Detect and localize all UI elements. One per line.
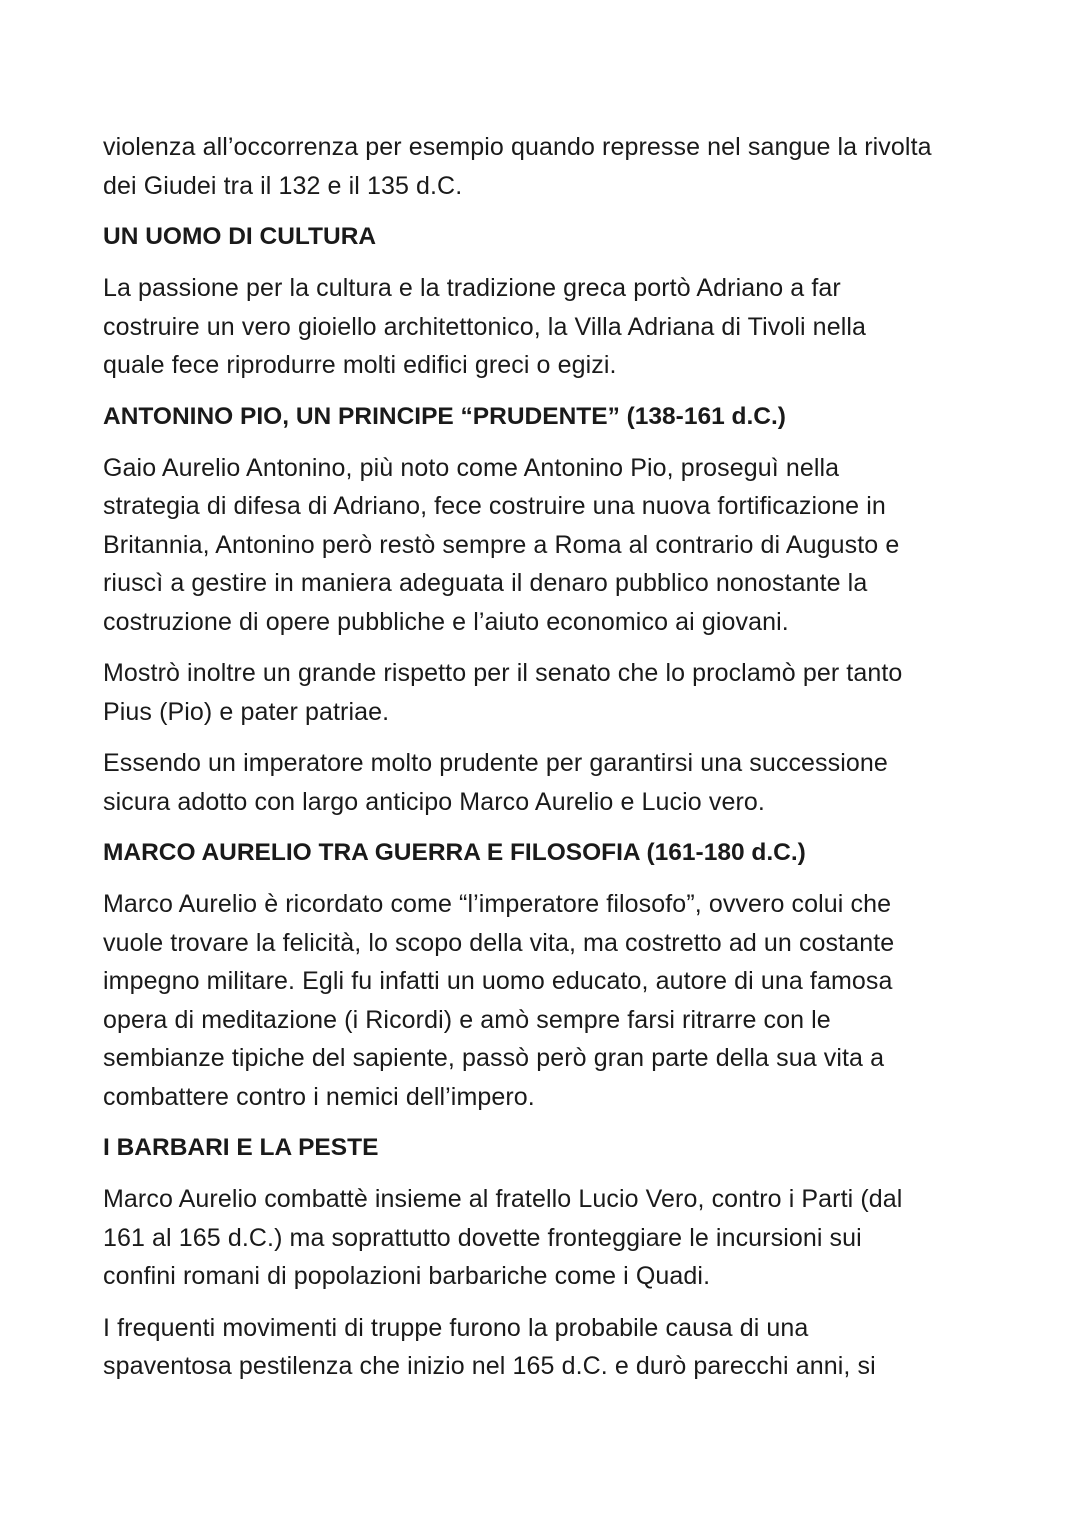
text-line: I frequenti movimenti di truppe furono la probabile causa di una [103,1313,809,1342]
text-line: Gaio Aurelio Antonino, più noto come Antonino Pio, proseguì nella [103,453,840,482]
text-line: confini romani di popolazioni barbariche come i Quadi. [103,1262,711,1290]
paragraph [103,1309,983,1386]
text-line: 161 al 165 d.C.) ma soprattutto dovette fronteggiare le incursioni sui [103,1223,862,1252]
text-line: costruzione di opere pubbliche e l’aiuto economico ai giovani. [103,607,789,636]
text-line: Pius (Pio) e pater patriae. [103,697,390,726]
section-heading: I BARBARI E LA PESTE [103,1134,379,1161]
paragraph [103,449,983,642]
text-line: riuscì a gestire in maniera adeguata il denaro pubblico nonostante la [103,569,868,597]
text-line: impegno militare. Egli fu infatti un uomo educato, autore di una famosa [103,967,893,995]
text-line: dei Giudei tra il 132 e il 135 d.C. [103,171,463,200]
text-line: quale fece riprodurre molti edifici greci o egizi. [103,351,617,379]
text-line: sembianze tipiche del sapiente, passò però gran parte della sua vita a [103,1044,885,1072]
text-line: La passione per la cultura e la tradizione greca portò Adriano a far [103,274,841,302]
document-page [103,128,983,1399]
text-line: vuole trovare la felicità, lo scopo della vita, ma costretto ad un costante [103,928,895,957]
section-heading: ANTONINO PIO, UN PRINCIPE “PRUDENTE” (138-161 d.C.) [103,402,786,430]
text-line: Marco Aurelio combattè insieme al fratello Lucio Vero, contro i Parti (dal [103,1185,903,1213]
section-heading: MARCO AURELIO TRA GUERRA E FILOSOFIA (161-180 d.C.) [103,839,806,866]
paragraph [103,1180,983,1296]
text-line: strategia di difesa di Adriano, fece costruire una nuova fortificazione in [103,492,886,520]
text-line: violenza all’occorrenza per esempio quando represse nel sangue la rivolta [103,133,932,161]
paragraph [103,654,983,731]
text-line: Essendo un imperatore molto prudente per garantirsi una successione [103,749,888,777]
text-line: combattere contro i nemici dell’impero. [103,1082,535,1111]
text-line: costruire un vero gioiello architettonico, la Villa Adriana di Tivoli nella [103,312,867,341]
paragraph [103,744,983,821]
section-heading: UN UOMO DI CULTURA [103,223,377,250]
paragraph [103,269,983,385]
paragraph [103,885,983,1116]
text-line: Mostrò inoltre un grande rispetto per il senato che lo proclamò per tanto [103,659,903,687]
text-line: Britannia, Antonino però restò sempre a Roma al contrario di Augusto e [103,530,900,559]
text-line: sicura adotto con largo anticipo Marco Aurelio e Lucio vero. [103,787,765,816]
text-line: opera di meditazione (i Ricordi) e amò sempre farsi ritrarre con le [103,1005,831,1034]
text-line: spaventosa pestilenza che inizio nel 165 d.C. e durò parecchi anni, si [103,1352,876,1380]
text-line: Marco Aurelio è ricordato come “l’imperatore filosofo”, ovvero colui che [103,890,892,918]
paragraph [103,128,983,205]
